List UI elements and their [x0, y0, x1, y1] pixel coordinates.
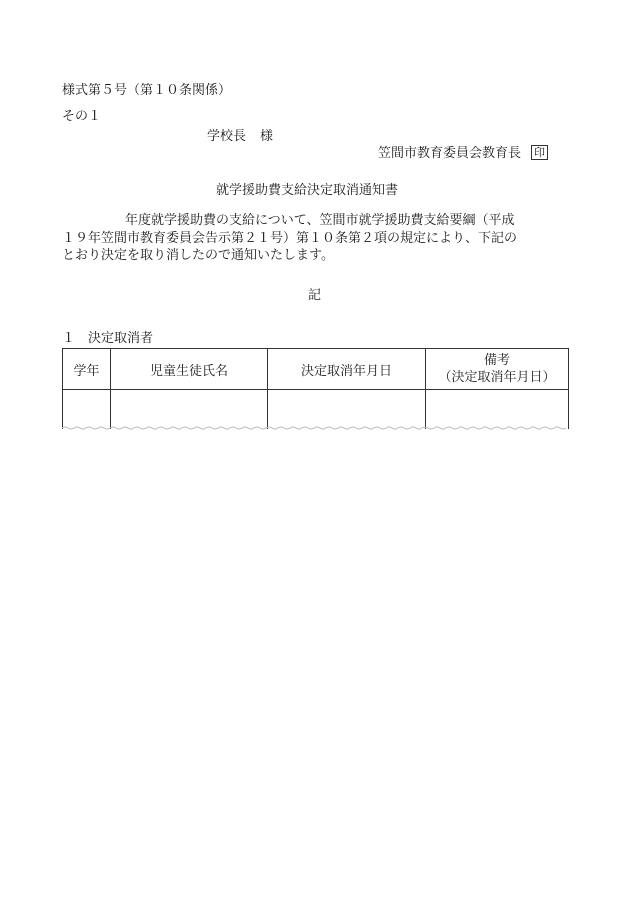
cell-remarks[interactable]	[426, 390, 569, 429]
form-number: 様式第５号（第１０条関係）	[62, 83, 232, 98]
col-header-remarks	[426, 349, 569, 390]
section-heading: １ 決定取消者	[62, 331, 154, 346]
col-header-cancel-date: 決定取消年月日	[268, 349, 426, 390]
remarks-sublabel: （決定取消年月日）	[438, 370, 556, 385]
form-sub-number: その１	[62, 109, 102, 124]
recipient-title: 学校長	[207, 129, 247, 144]
document-title: 就学援助費支給決定取消通知書	[216, 183, 399, 198]
seal-mark: 印	[531, 145, 548, 160]
cancellation-table	[62, 348, 569, 429]
col-header-grade: 学年	[63, 349, 111, 390]
issuer	[378, 145, 548, 160]
body-line-3: とおり決定を取り消したので通知いたします。	[62, 248, 334, 263]
table-header-row	[63, 349, 569, 390]
recipient-honorific: 様	[260, 129, 274, 144]
cut-line	[62, 426, 569, 430]
body-line-1: 年度就学援助費の支給について、笠間市就学援助費支給要綱（平成	[125, 213, 515, 228]
body-paragraph	[62, 212, 572, 265]
body-line-2: １９年笠間市教育委員会告示第２１号）第１０条第２項の規定により、下記の	[62, 230, 518, 246]
remarks-label: 備考	[483, 353, 510, 368]
issuer-name: 笠間市教育委員会教育長	[378, 146, 522, 161]
cell-grade[interactable]	[63, 390, 111, 429]
recipient	[207, 130, 273, 143]
cell-cancel-date[interactable]	[268, 390, 426, 429]
cell-student-name[interactable]	[111, 390, 268, 429]
table-row	[63, 390, 569, 429]
ki-label: 記	[308, 288, 322, 303]
col-header-student-name: 児童生徒氏名	[111, 349, 268, 390]
